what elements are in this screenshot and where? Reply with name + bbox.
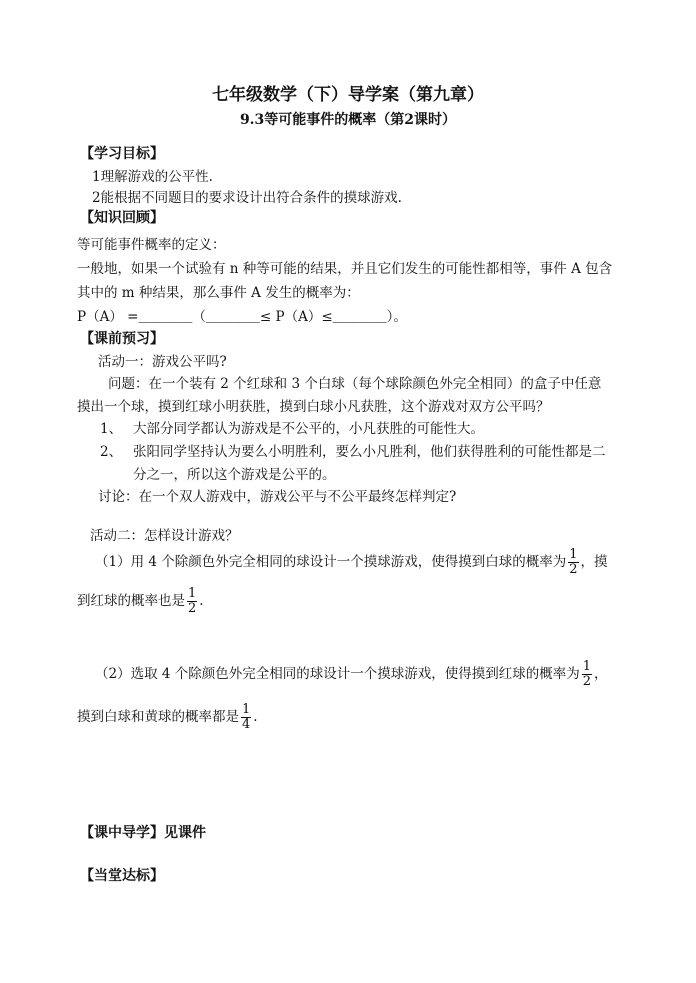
- fraction-one-half: $\frac{1}{2}$: [582, 659, 592, 689]
- problem-line-1: 问题：在一个装有 2 个红球和 3 个白球（每个球除颜色外完全相同）的盒子中任意: [108, 376, 602, 392]
- assessment-heading: 【当堂达标】: [80, 868, 164, 884]
- review-heading: 【知识回顾】: [80, 210, 164, 226]
- fraction-one-quarter: $\frac{1}{4}$: [242, 702, 251, 732]
- task-2-text: （2）选取 4 个除颜色外完全相同的球设计一个摸球游戏，使得摸到红球的概率为: [95, 666, 580, 682]
- objectives-heading: 【学习目标】: [80, 146, 164, 162]
- activity-2-title: 活动二：怎样设计游戏？: [90, 528, 239, 544]
- objective-item-1: 1理解游戏的公平性.: [92, 169, 213, 185]
- opinion-2-text-line-2: 分之一，所以这个游戏是公平的。: [133, 467, 336, 483]
- opinion-2-text-line-1: 张阳同学坚持认为要么小明胜利，要么小凡胜利，他们获得胜利的可能性都是二: [133, 444, 606, 460]
- activity-1-title: 活动一：游戏公平吗?: [98, 354, 227, 370]
- lesson-subtitle: 9.3等可能事件的概率（第2课时）: [239, 112, 457, 128]
- page-title: 七年级数学（下）导学案（第九章）: [212, 85, 484, 105]
- objective-item-2: 2能根据不同题目的要求设计出符合条件的摸球游戏.: [92, 190, 402, 206]
- task-1-line-2: 到红球的概率也是 $\frac{1}{2}$ .: [77, 586, 204, 616]
- task-1-line-1: （1）用 4 个除颜色外完全相同的球设计一个摸球游戏，使得摸到白球的概率为 $\frac{1}{2}$ ，摸: [95, 547, 608, 577]
- fraction-one-half: $\frac{1}{2}$: [569, 547, 578, 577]
- review-line-definition: 等可能事件概率的定义：: [77, 237, 226, 253]
- review-line-2: 一般地，如果一个试验有 n 种等可能的结果，并且它们发生的可能性都相等，事件 A 包含: [77, 261, 613, 277]
- probability-formula-blanks: P（A） =＿＿＿＿（＿＿＿＿≤ P（A）≤＿＿＿＿）。: [77, 309, 407, 325]
- opinion-1-text: 大部分同学都认为游戏是不公平的，小凡获胜的可能性大。: [133, 421, 484, 437]
- opinion-2-number: 2、: [100, 444, 123, 460]
- opinion-1-number: 1、: [100, 421, 123, 437]
- task-2-line-1: （2）选取 4 个除颜色外完全相同的球设计一个摸球游戏，使得摸到红球的概率为 $\frac{1}{2}$ ，: [95, 659, 608, 689]
- problem-line-2: 摸出一个球，摸到红球小明获胜，摸到白球小凡获胜，这个游戏对双方公平吗？: [77, 399, 550, 415]
- in-class-heading: 【课中导学】见课件: [80, 825, 206, 841]
- task-2-line-2: 摸到白球和黄球的概率都是 $\frac{1}{4}$ .: [77, 702, 258, 732]
- fraction-one-half: $\frac{1}{2}$: [188, 586, 197, 616]
- task-1-text: （1）用 4 个除颜色外完全相同的球设计一个摸球游戏，使得摸到白球的概率为: [95, 554, 567, 570]
- discussion-question: 讨论：在一个双人游戏中，游戏公平与不公平最终怎样判定?: [98, 489, 457, 505]
- preview-heading: 【课前预习】: [80, 331, 164, 347]
- review-line-3: 其中的 m 种结果，那么事件 A 发生的概率为：: [77, 285, 360, 301]
